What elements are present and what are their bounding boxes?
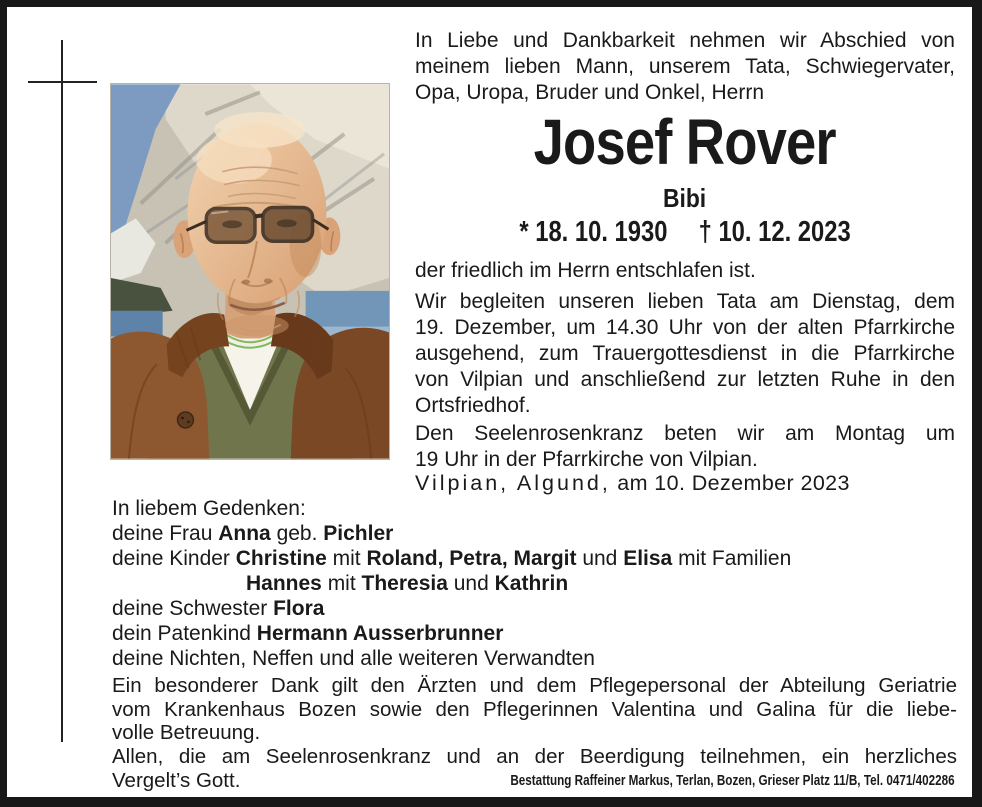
birth-date: * 18. 10. 1930 [519, 216, 668, 248]
thanks-line: Ein besonderer Dank gilt den Ärzten und dem Pflegepersonal der Abteilung Geriatrie [112, 674, 957, 697]
mourner-text: deine Schwester [112, 597, 274, 620]
intro-line: meinem lieben Mann, unserem Tata, Schwiegervater, [415, 55, 955, 78]
thanks-line: Vergelt’s Gott. [112, 768, 241, 792]
funeral-line: Wir begleiten unseren lieben Tata am Dienstag, dem [415, 290, 955, 313]
thanks-line: vom Krankenhaus Bozen sowie den Pflegerinnen Valentina und Galina für die liebe- [112, 697, 957, 721]
mourner-text: und [576, 547, 624, 570]
intro-line: Opa, Uropa, Bruder und Onkel, Herrn [415, 81, 765, 104]
rosary-line: Den Seelenrosenkranz beten wir am Montag um [415, 422, 955, 445]
mourner-line-children [112, 546, 960, 571]
dateline-date: am 10. Dezember 2023 [610, 471, 850, 495]
funeral-line: von Vilpian und anschließend zur letzten Ruhe in den [415, 368, 955, 391]
portrait-illustration [111, 84, 389, 459]
intro-paragraph [415, 28, 955, 106]
mourner-name: Pichler [323, 522, 394, 545]
mourner-name: Roland, Petra, Margit [366, 547, 577, 570]
mourner-line-relatives: deine Nichten, Neffen und alle weiteren Verwandten [112, 647, 595, 670]
mourner-line-godchild [112, 621, 960, 646]
mourner-text: geb. [270, 522, 324, 545]
dateline [415, 470, 955, 496]
nickname: Bibi [663, 183, 707, 213]
mourner-line-sister [112, 596, 960, 621]
funeral-line: 19. Dezember, um 14.30 Uhr von der alten Pfarrkirche [415, 316, 955, 339]
mourner-name: Flora [273, 597, 325, 620]
mourner-name: Hermann Ausserbrunner [256, 622, 504, 645]
mourner-text: mit [321, 572, 362, 595]
mourner-line-children2 [112, 571, 960, 596]
mourner-name: Kathrin [494, 572, 569, 595]
mourner-line-wife [112, 521, 960, 546]
dateline-places: Vilpian, Algund, [415, 471, 611, 495]
thanks-line: volle Betreuung. [112, 721, 261, 745]
mourner-name: Christine [235, 547, 327, 570]
rosary-line: 19 Uhr in der Pfarrkirche von Vilpian. [415, 448, 758, 471]
portrait-photo [110, 83, 390, 460]
cross-icon [61, 40, 63, 742]
funeral-line: ausgehend, zum Trauergottesdienst in die Pfarrkirche [415, 342, 955, 365]
mourner-text: und [447, 572, 495, 595]
mourner-name: Theresia [361, 572, 448, 595]
deceased-name-block [415, 106, 955, 178]
deceased-name: Josef Rover [533, 106, 837, 178]
mourner-name: Elisa [623, 547, 673, 570]
cross-icon-crossbar [28, 81, 97, 83]
mourner-text: dein Patenkind [112, 622, 257, 645]
mourner-name: Hannes [246, 572, 322, 595]
passed-away-line: der friedlich im Herrn entschlafen ist. [415, 259, 756, 282]
intro-line: In Liebe und Dankbarkeit nehmen wir Abschied von [415, 29, 955, 52]
mourner-text: mit [326, 547, 367, 570]
mourners-list [112, 496, 960, 671]
mourner-text: deine Kinder [112, 547, 236, 570]
rosary-paragraph [415, 421, 955, 473]
funeral-home-footer [385, 772, 955, 790]
thanks-line: Allen, die am Seelenrosenkranz und an der Beerdigung teilnehmen, ein herzliches [112, 745, 957, 769]
mourner-text: deine Frau [112, 522, 219, 545]
mourner-name: Anna [218, 522, 271, 545]
nickname-block [415, 183, 955, 214]
funeral-paragraph [415, 289, 955, 419]
mourners-heading: In liebem Gedenken: [112, 497, 306, 520]
death-date: † 10. 12. 2023 [698, 216, 851, 248]
mourner-text: mit Familien [672, 547, 792, 570]
life-dates [415, 216, 955, 249]
funeral-home-info: Bestattung Raffeiner Markus, Terlan, Bozen, Grieser Platz 11/B, Tel. 0471/402286 [510, 772, 955, 789]
funeral-line: Ortsfriedhof. [415, 394, 531, 417]
